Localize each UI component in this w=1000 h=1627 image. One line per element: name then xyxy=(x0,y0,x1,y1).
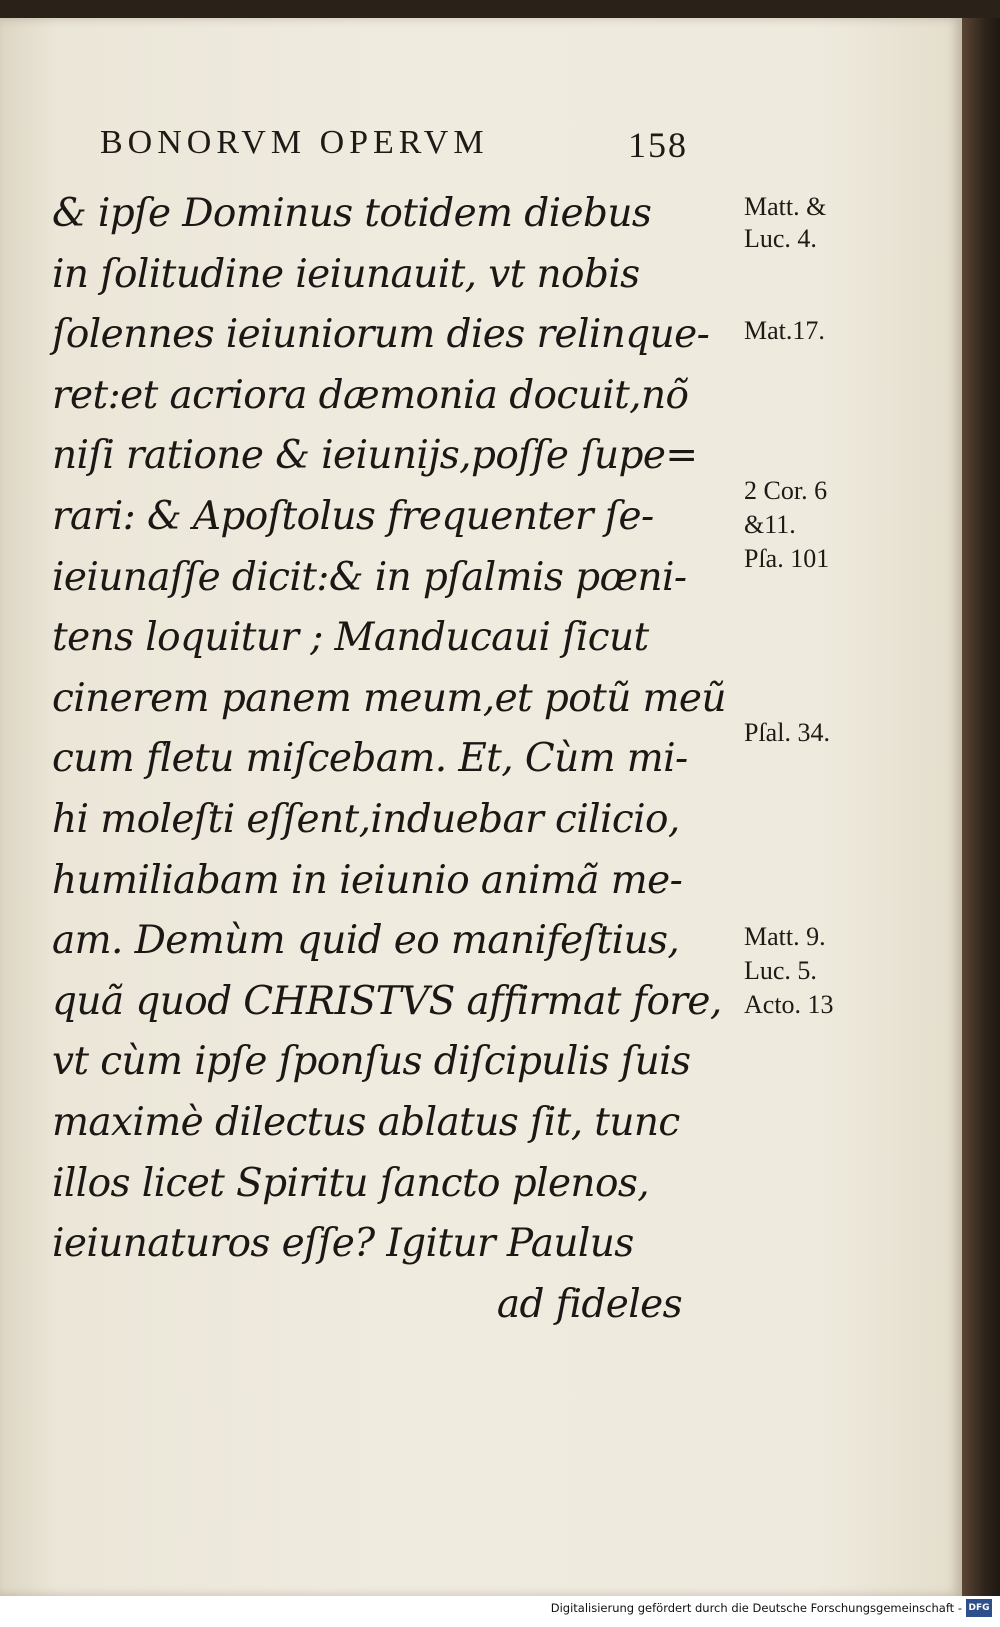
text-line: vt cùm ipſe ſponſus diſcipulis ſuis xyxy=(52,1039,691,1085)
catchword-line: ad fideles xyxy=(496,1281,682,1327)
text-line: niſi ratione & ieiunijs,poſſe ſupe= xyxy=(52,433,698,479)
margin-note: Mat.17. xyxy=(744,316,825,345)
margin-notes xyxy=(744,184,864,1384)
text-line: ieiunaſſe dicit:& in pſalmis pœni- xyxy=(52,554,687,600)
text-line: quã quod CHRISTVS affirmat fore, xyxy=(52,978,722,1024)
digitization-credit: Digitalisierung gefördert durch die Deutsche Forschungsgemeinschaft - xyxy=(550,1601,962,1615)
text-line: tens loquitur ; Manducaui ſicut xyxy=(52,615,649,661)
margin-note: Matt. 9. xyxy=(744,922,826,951)
text-line: cum fletu miſcebam. Et, Cùm mi- xyxy=(52,736,688,782)
text-line: hi moleſti eſſent,induebar cilicio, xyxy=(52,796,680,842)
margin-note: Acto. 13 xyxy=(744,990,834,1019)
text-line: ſolennes ieiuniorum dies relinque- xyxy=(52,312,710,358)
margin-note: Luc. 4. xyxy=(744,224,817,253)
dfg-logo-icon: DFG xyxy=(966,1599,992,1617)
text-line: in ſolitudine ieiunauit, vt nobis xyxy=(52,251,640,297)
page-number: 158 xyxy=(628,125,688,165)
text-line: maximè dilectus ablatus ſit, tunc xyxy=(52,1099,680,1145)
text-line: illos licet Spiritu ſancto plenos, xyxy=(52,1160,650,1206)
text-line: rari: & Apoſtolus frequenter ſe- xyxy=(52,493,654,539)
margin-note: Luc. 5. xyxy=(744,956,817,985)
running-head xyxy=(100,124,800,174)
margin-note: Matt. & xyxy=(744,192,827,221)
text-line: humiliabam in ieiunio animã me- xyxy=(52,857,683,903)
text-line: ieiunaturos eſſe? Igitur Paulus xyxy=(52,1221,634,1267)
body-text xyxy=(52,184,834,1335)
margin-note: 2 Cor. 6 xyxy=(744,476,828,505)
text-line: cinerem panem meum,et potũ meũ xyxy=(52,675,726,721)
text-line: & ipſe Dominus totidem diebus xyxy=(52,191,652,236)
running-head-title: BONORVM OPERVM xyxy=(100,124,489,161)
text-line: ret:et acriora dæmonia docuit,nõ xyxy=(52,372,689,418)
margin-note: Pſal. 34. xyxy=(744,718,830,747)
text-line: am. Demùm quid eo manifeſtius, xyxy=(52,918,680,964)
book-edge xyxy=(962,18,1000,1596)
margin-note: &11. xyxy=(744,510,796,539)
margin-note: Pſa. 101 xyxy=(744,544,830,573)
